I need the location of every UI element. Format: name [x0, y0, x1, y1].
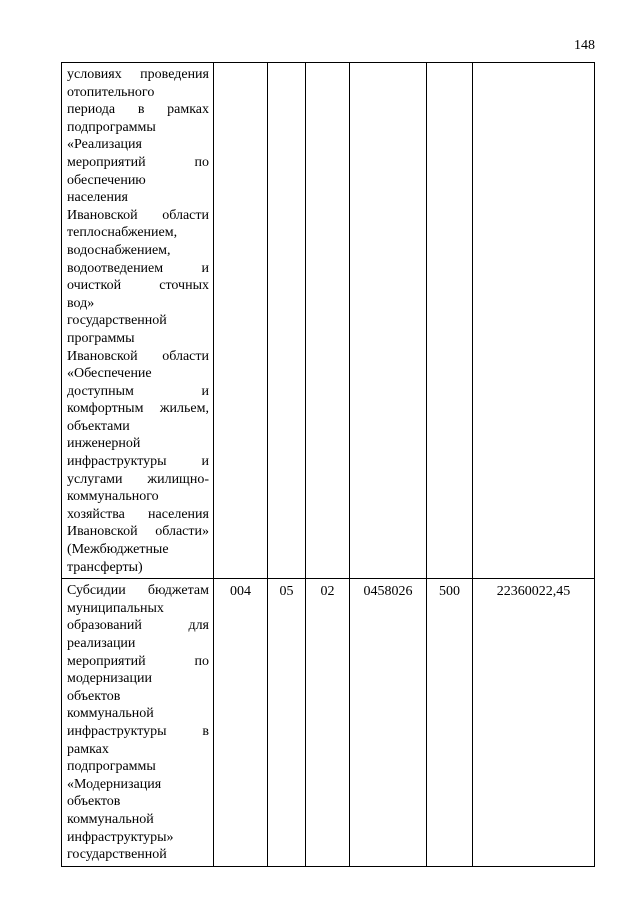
description-line: Ивановской области» — [67, 524, 209, 540]
description-line: объектов — [67, 688, 121, 704]
description-line: «Реализация — [67, 137, 142, 153]
description-line: теплоснабжением, — [67, 225, 178, 241]
description-line: очисткой сточных — [67, 278, 209, 294]
target-article-cell — [350, 63, 427, 579]
description-line: хозяйства населения — [67, 506, 209, 522]
admin-code-cell — [214, 63, 268, 579]
target-article-cell: 0458026 — [350, 579, 427, 867]
description-line: мероприятий по — [67, 154, 209, 170]
description-line: подпрограммы — [67, 759, 156, 775]
description-line: объектами — [67, 418, 130, 434]
description-line: государственной — [67, 313, 167, 329]
description-line: коммунального — [67, 489, 159, 505]
description-line: муниципальных — [67, 600, 164, 616]
description-line: Ивановской области — [67, 207, 209, 223]
description-line: населения — [67, 190, 128, 206]
table-row — [62, 579, 595, 867]
expense-type-cell — [427, 63, 473, 579]
admin-code-cell: 004 — [214, 579, 268, 867]
table-body — [62, 63, 595, 867]
description-line: коммунальной — [67, 811, 154, 827]
description-line: образований для — [67, 618, 209, 634]
table-row — [62, 63, 595, 579]
description-line: услугами жилищно- — [67, 471, 209, 487]
amount-cell: 22360022,45 — [473, 579, 595, 867]
description-cell — [62, 579, 214, 867]
subsection-cell — [306, 63, 350, 579]
description-line: реализации — [67, 636, 136, 651]
description-line: доступным и — [67, 383, 209, 399]
description-line: рамках — [67, 741, 109, 757]
budget-table — [61, 62, 595, 867]
expense-type-cell: 500 — [427, 579, 473, 867]
description-line: «Обеспечение — [67, 366, 152, 382]
description-line: вод» — [67, 295, 95, 311]
description-line: периода в рамках — [67, 102, 209, 118]
description-line: подпрограммы — [67, 119, 156, 135]
description-line: условиях проведения — [67, 67, 209, 82]
description-line: «Модернизация — [67, 776, 162, 792]
description-line: (Межбюджетные — [67, 542, 169, 558]
description-line: отопительного — [67, 84, 155, 100]
description-line: Ивановской области — [67, 348, 209, 364]
description-line: комфортным жильем, — [67, 401, 209, 417]
description-line: коммунальной — [67, 706, 154, 722]
description-line: объектов — [67, 794, 121, 810]
description-line: водоснабжением, — [67, 242, 171, 258]
description-line: инфраструктуры» — [67, 829, 174, 845]
page-number: 148 — [574, 38, 595, 53]
description-line: модернизации — [67, 671, 152, 687]
description-line: мероприятий по — [67, 653, 209, 669]
subsection-cell: 02 — [306, 579, 350, 867]
description-line: инфраструктуры и — [67, 454, 209, 470]
description-cell — [62, 63, 214, 579]
section-cell — [268, 63, 306, 579]
description-line: инфраструктуры в — [67, 723, 209, 739]
description-line: обеспечению — [67, 172, 146, 188]
description-line: государственной — [67, 847, 167, 863]
description-line: водоотведением и — [67, 260, 209, 276]
description-line: трансферты) — [67, 559, 143, 575]
description-line: Субсидии бюджетам — [67, 583, 209, 599]
section-cell: 05 — [268, 579, 306, 867]
description-line: инженерной — [67, 436, 141, 452]
amount-cell — [473, 63, 595, 579]
description-line: программы — [67, 330, 135, 346]
